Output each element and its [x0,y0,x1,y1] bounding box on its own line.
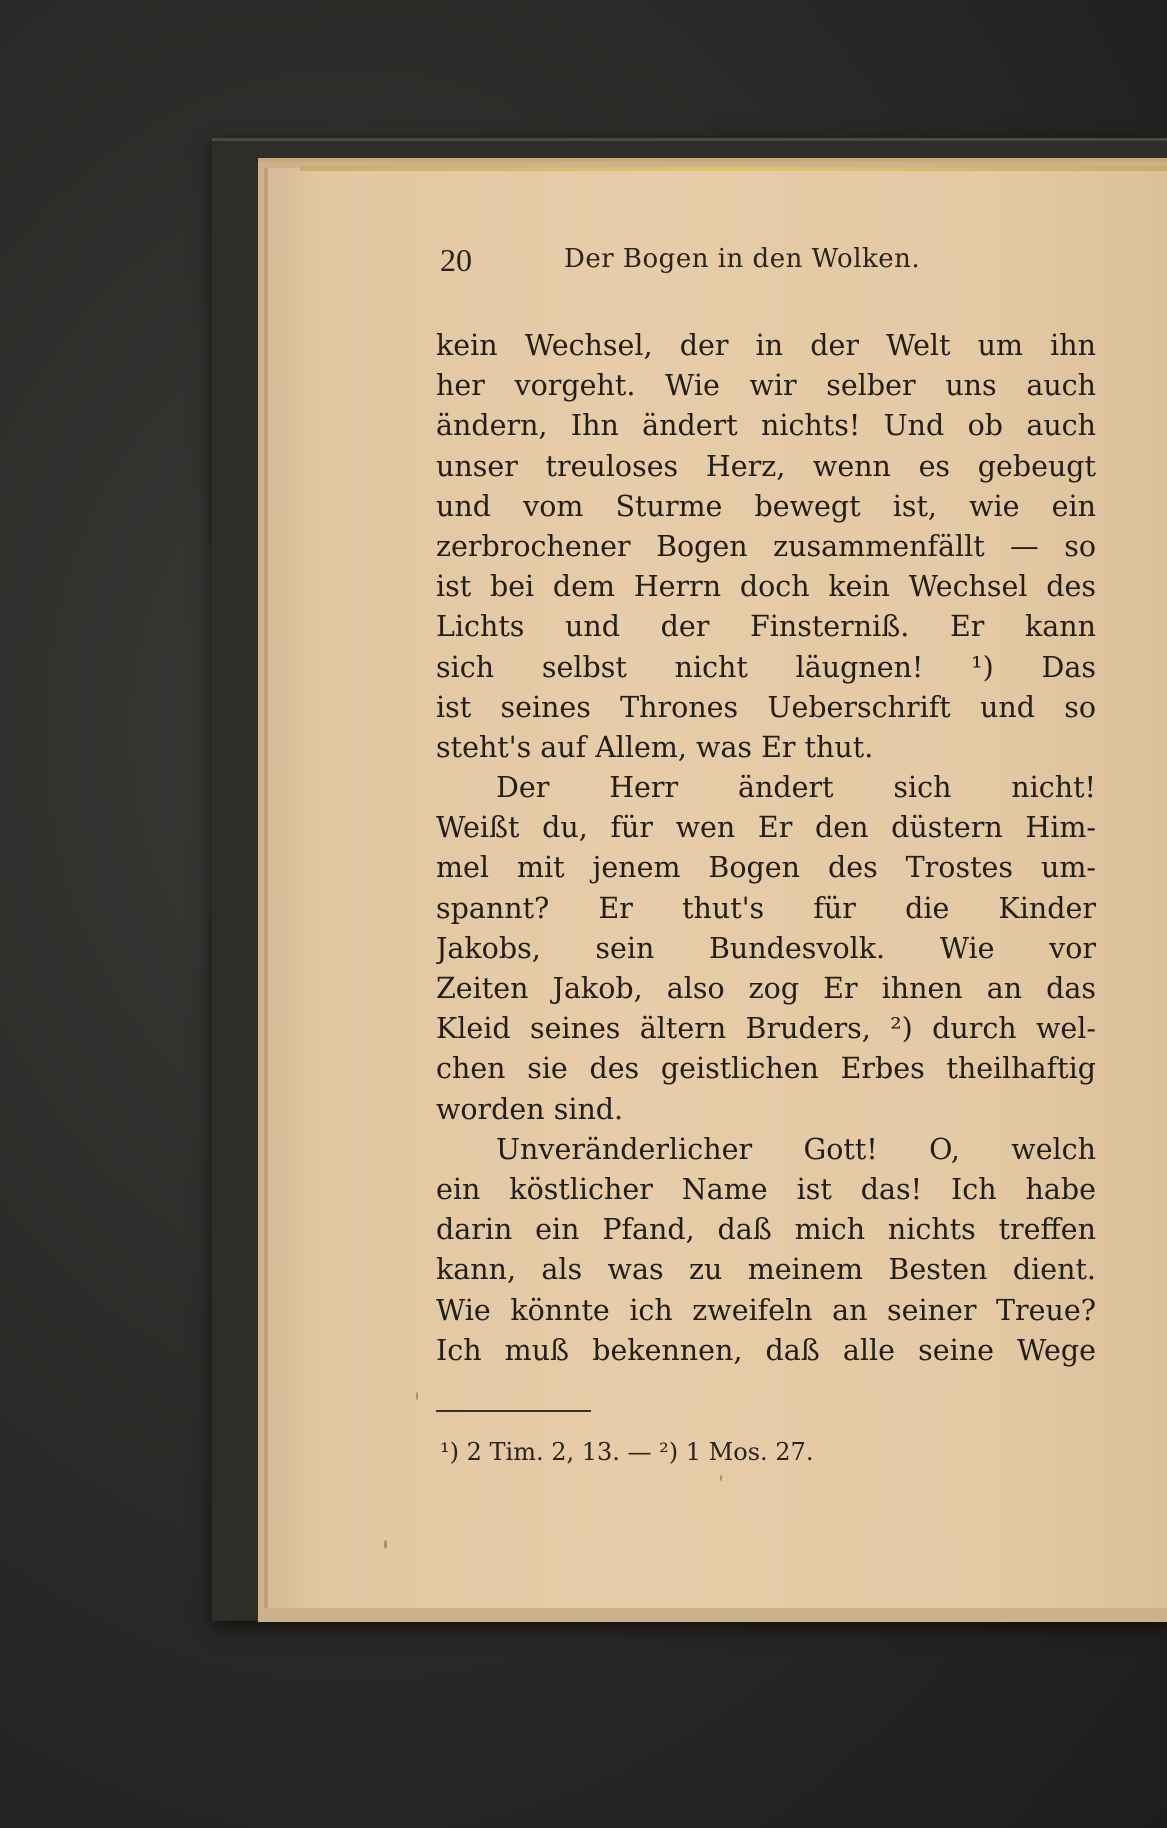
footnote-rule [436,1410,591,1412]
text-line: kein Wechsel, der in der Welt um ihn [436,329,1096,362]
paper-speck [720,1475,722,1481]
text-line: ist seines Thrones Ueberschrift und so [436,690,1096,724]
text-line: unser treuloses Herz, wenn es gebeugt [436,449,1096,483]
text-line: ein köstlicher Name ist das! Ich habe [436,1172,1096,1206]
text-line: chen sie des geistlichen Erbes theilhaftig [436,1052,1096,1086]
gilt-page-edge [300,166,1167,171]
page-number: 20 [440,242,472,278]
text-line: Ich muß bekennen, daß alle seine Wege [436,1333,1096,1367]
text-line: Der Herr ändert sich nicht! [496,771,1096,805]
body-text [436,326,1096,1371]
text-line: Lichts und der Finsterniß. Er kann [436,610,1096,644]
text-line: spannt? Er thut's für die Kinder [436,891,1096,925]
text-line: steht's auf Allem, was Er thut. [436,730,874,764]
text-line: sich selbst nicht läugnen! ¹) Das [436,650,1096,684]
footnotes: ¹) 2 Tim. 2, 13. — ²) 1 Mos. 27. [440,1438,814,1466]
text-line: zerbrochener Bogen zusammenfällt — so [436,529,1096,563]
text-line: mel mit jenem Bogen des Trostes um- [436,851,1096,885]
text-line: ändern, Ihn ändert nichts! Und ob auch [436,409,1096,443]
text-line: Kleid seines ältern Bruders, ²) durch wel- [436,1012,1096,1046]
text-line: Weißt du, für wen Er den düstern Him- [436,811,1096,845]
text-line: Unveränderlicher Gott! O, welch [496,1132,1096,1166]
text-line: darin ein Pfand, daß mich nichts treffen [436,1213,1096,1247]
text-line: Wie könnte ich zweifeln an seiner Treue? [436,1293,1096,1327]
paper-speck [384,1540,387,1549]
text-line: her vorgeht. Wie wir selber uns auch [436,369,1096,403]
text-line: worden sind. [436,1092,624,1126]
page-header [440,242,1100,282]
text-line: kann, als was zu meinem Besten dient. [436,1253,1096,1287]
paper-speck [416,1392,418,1400]
text-line: und vom Sturme bewegt ist, wie ein [436,489,1096,523]
text-line: ist bei dem Herrn doch kein Wechsel des [436,570,1096,604]
text-line: Jakobs, sein Bundesvolk. Wie vor [436,931,1096,965]
text-line: Zeiten Jakob, also zog Er ihnen an das [436,972,1096,1005]
running-title: Der Bogen in den Wolken. [564,244,921,274]
